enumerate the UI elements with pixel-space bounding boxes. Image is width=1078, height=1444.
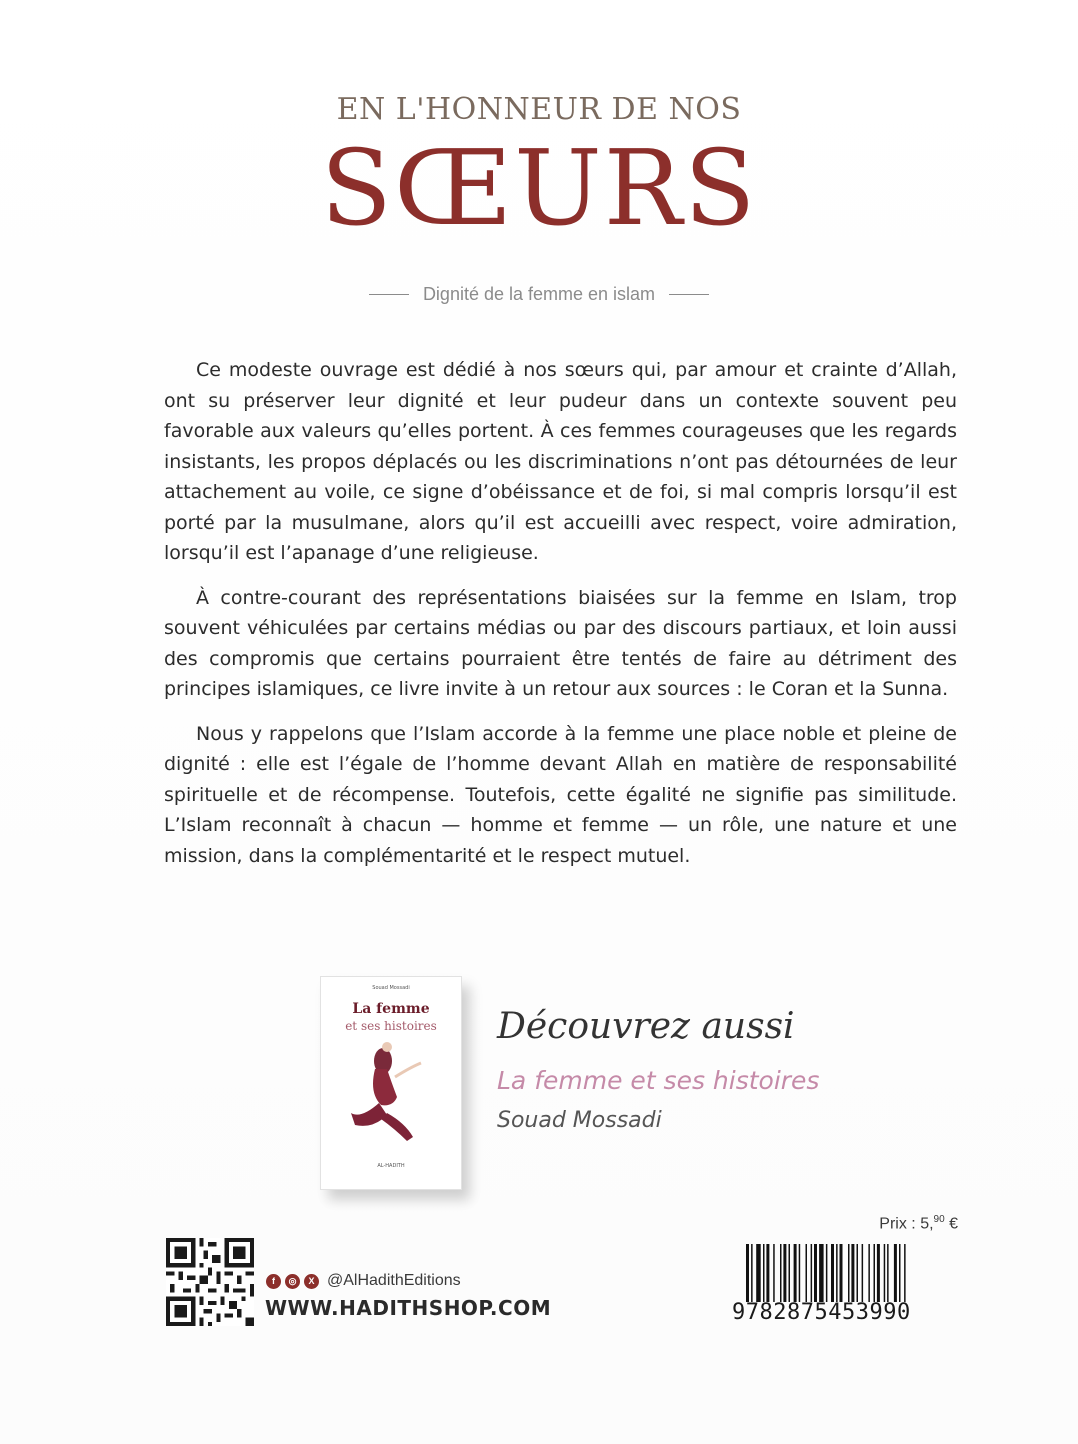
subtitle-row	[0, 284, 1078, 305]
blurb-paragraph-3: Nous y rappelons que l’Islam accorde à la femme une place noble et pleine de dignité : elle est l’égale de l’homme devant Allah en matière de responsabilité spirituelle et de récompense. Toutefois, cette égalité ne signifie pas similitude. L’Islam reconnaît à chacun — homme et femme — un rôle, une nature et une mission, dans la complémentarité et le respect mutuel.	[164, 722, 957, 867]
x-icon[interactable]: X	[304, 1274, 319, 1289]
price-currency: €	[944, 1215, 958, 1233]
discover-heading: Découvrez aussi	[497, 1006, 795, 1047]
price	[879, 1214, 958, 1233]
promo-book-author: Souad Mossadi	[497, 1108, 662, 1133]
website-link[interactable]: WWW.HADITHSHOP.COM	[265, 1296, 552, 1320]
right-rule	[669, 294, 709, 295]
thumb-subtitle: et ses histoires	[345, 1019, 437, 1033]
social-row	[266, 1272, 461, 1290]
promo-book-cover-image	[320, 976, 462, 1190]
promo-book-title: La femme et ses histoires	[497, 1066, 820, 1095]
thumb-title: La femme	[352, 1001, 430, 1017]
facebook-icon[interactable]: f	[266, 1274, 281, 1289]
thumb-publisher: AL-HADITH	[377, 1163, 405, 1169]
instagram-icon[interactable]: ◎	[285, 1274, 300, 1289]
woman-illustration	[321, 1033, 461, 1163]
main-title: SŒURS	[320, 127, 758, 249]
blurb	[164, 355, 957, 885]
blurb-paragraph-2: À contre-courant des représentations biaisées sur la femme en Islam, trop souvent véhiculées par certains médias ou par des discours partiaux, et loin aussi des compromis que certains pourraient être tentés de faire au détriment des principes islamiques, ce livre invite à un retour aux sources : le Coran et la Sunna.	[164, 586, 957, 700]
qr-code	[166, 1238, 254, 1326]
isbn-barcode	[746, 1244, 958, 1302]
subtitle: Dignité de la femme en islam	[422, 284, 656, 304]
social-handle[interactable]: @AlHadithEditions	[327, 1272, 461, 1289]
price-label: Prix : 5,	[879, 1215, 934, 1233]
thumb-author: Souad Mossadi	[372, 985, 410, 991]
left-rule	[369, 294, 409, 295]
isbn-number: 9782875453990	[732, 1300, 911, 1325]
blurb-paragraph-1: Ce modeste ouvrage est dédié à nos sœurs qui, par amour et crainte d’Allah, ont su préserver leur dignité et leur pudeur dans un contexte souvent peu favorable aux valeurs qu’elles portent. À ces femmes courageuses que les regards insistants, les propos déplacés ou les discriminations n’ont pas détournées de leur attachement au voile, ce signe d’obéissance et de foi, si mal compris lorsqu’il est porté par la musulmane, alors qu’il est accueilli avec respect, voire admiration, lorsqu’il est l’apanage d’une religieuse.	[164, 359, 957, 564]
title-top-line: EN L'HONNEUR DE NOS	[336, 92, 742, 127]
price-cents: 90	[933, 1214, 945, 1225]
